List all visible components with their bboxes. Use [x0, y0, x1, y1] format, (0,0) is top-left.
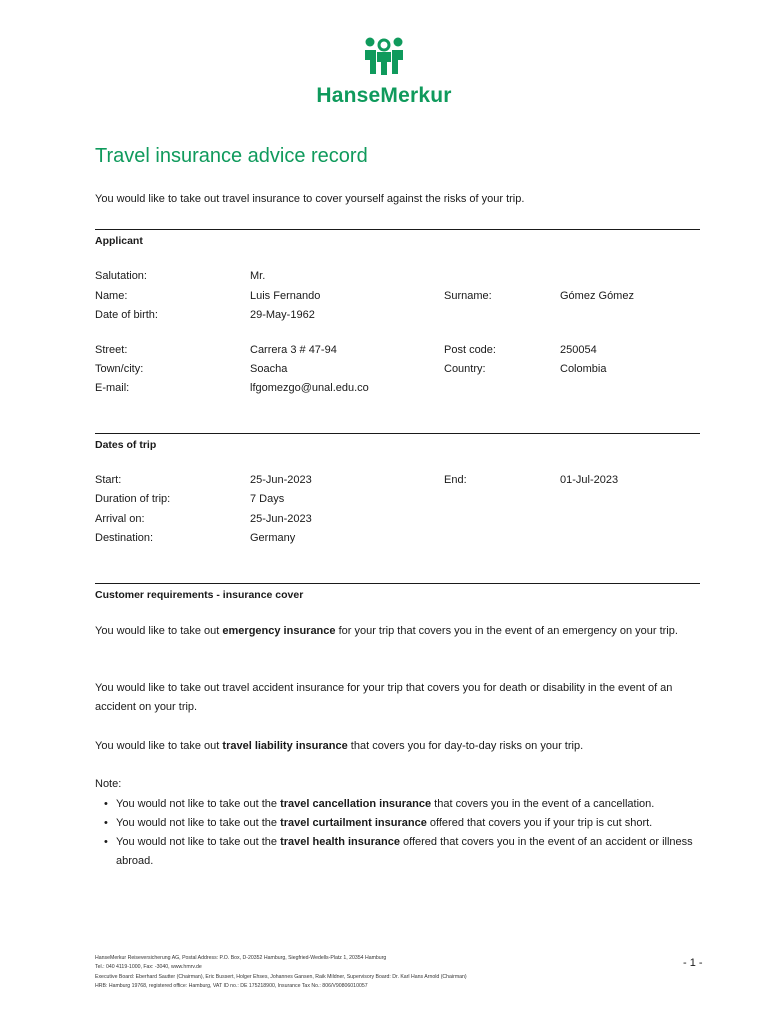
salutation-label: Salutation:	[95, 270, 147, 282]
destination-value: Germany	[250, 532, 296, 544]
bullet-icon: •	[104, 817, 108, 829]
trip-heading: Dates of trip	[95, 439, 157, 451]
email-label: E-mail:	[95, 382, 130, 394]
footer-board: Executive Board: Eberhard Sautter (Chairman), Eric Bussert, Holger Ehses, Johannes Gansen, Raik Mildner, Supervisory Board: Dr. Karl Hans Arnold (Chairman)	[95, 973, 467, 980]
duration-label: Duration of trip:	[95, 493, 171, 505]
start-label: Start:	[95, 474, 122, 486]
street-value: Carrera 3 # 47-94	[250, 344, 337, 356]
page-title: Travel insurance advice record	[95, 145, 368, 167]
surname-value: Gómez Gómez	[560, 290, 634, 302]
note-list	[104, 795, 700, 871]
salutation-value: Mr.	[250, 270, 266, 282]
logo	[0, 36, 768, 108]
requirements-section-header	[95, 583, 700, 601]
destination-label: Destination:	[95, 532, 154, 544]
divider	[95, 433, 700, 434]
trip-section-header	[95, 433, 700, 451]
start-value: 25-Jun-2023	[250, 474, 312, 486]
intro-text: You would like to take out travel insurance to cover yourself against the risks of your trip.	[95, 193, 525, 205]
country-label: Country:	[444, 363, 486, 375]
note-label: Note:	[95, 778, 122, 790]
dob-value: 29-May-1962	[250, 309, 315, 321]
street-label: Street:	[95, 344, 128, 356]
footer-contact: Tel.: 040 4119-1000, Fax: -3040, www.hmrv.de	[95, 964, 202, 971]
emergency-paragraph: You would like to take out emergency insurance for your trip that covers you in the event of an emergency on your trip.	[95, 625, 678, 637]
email-value: lfgomezgo@unal.edu.co	[250, 382, 369, 394]
bullet-icon: •	[104, 836, 108, 848]
footer-address: HanseMerkur Reiseversicherung AG, Postal Address: P.O. Box, D-20352 Hamburg, Siegfried-Wedells-Platz 1, 20354 Hamburg	[95, 955, 387, 961]
list-item: • You would not like to take out the travel health insurance offered that covers you in the event of an accident or illness abroad.	[104, 833, 700, 871]
arrival-label: Arrival on:	[95, 513, 145, 525]
list-item: • You would not like to take out the travel curtailment insurance offered that covers you if your trip is cut short.	[104, 814, 700, 833]
end-value: 01-Jul-2023	[560, 474, 619, 486]
applicant-section-header	[95, 229, 700, 247]
dob-label: Date of birth:	[95, 309, 158, 321]
duration-value: 7 Days	[250, 493, 285, 505]
accident-paragraph: You would like to take out travel accident insurance for your trip that covers you for death or disability in the event of an accident on your trip.	[95, 682, 673, 713]
country-value: Colombia	[560, 363, 607, 375]
town-label: Town/city:	[95, 363, 144, 375]
surname-label: Surname:	[444, 290, 492, 302]
arrival-value: 25-Jun-2023	[250, 513, 312, 525]
name-label: Name:	[95, 290, 128, 302]
bullet-icon: •	[104, 798, 108, 810]
postcode-label: Post code:	[444, 344, 496, 356]
postcode-value: 250054	[560, 344, 597, 356]
divider	[95, 229, 700, 230]
applicant-heading: Applicant	[95, 235, 143, 247]
requirements-heading: Customer requirements - insurance cover	[95, 589, 304, 601]
name-value: Luis Fernando	[250, 290, 321, 302]
footer	[95, 954, 467, 992]
liability-paragraph: You would like to take out travel liability insurance that covers you for day-to-day risks on your trip.	[95, 740, 584, 752]
footer-registration: HRB: Hamburg 19768, registered office: Hamburg, VAT ID no.: DE 175218900, Insurance Tax No.: 806/V90806010057	[95, 983, 368, 990]
list-item: • You would not like to take out the travel cancellation insurance that covers you in the event of a cancellation.	[104, 795, 700, 814]
town-value: Soacha	[250, 363, 288, 375]
people-group-logo-icon	[364, 36, 404, 78]
divider	[95, 583, 700, 584]
page-number: - 1 -	[683, 957, 703, 969]
end-label: End:	[444, 474, 467, 486]
brand-name: HanseMerkur	[316, 84, 452, 107]
